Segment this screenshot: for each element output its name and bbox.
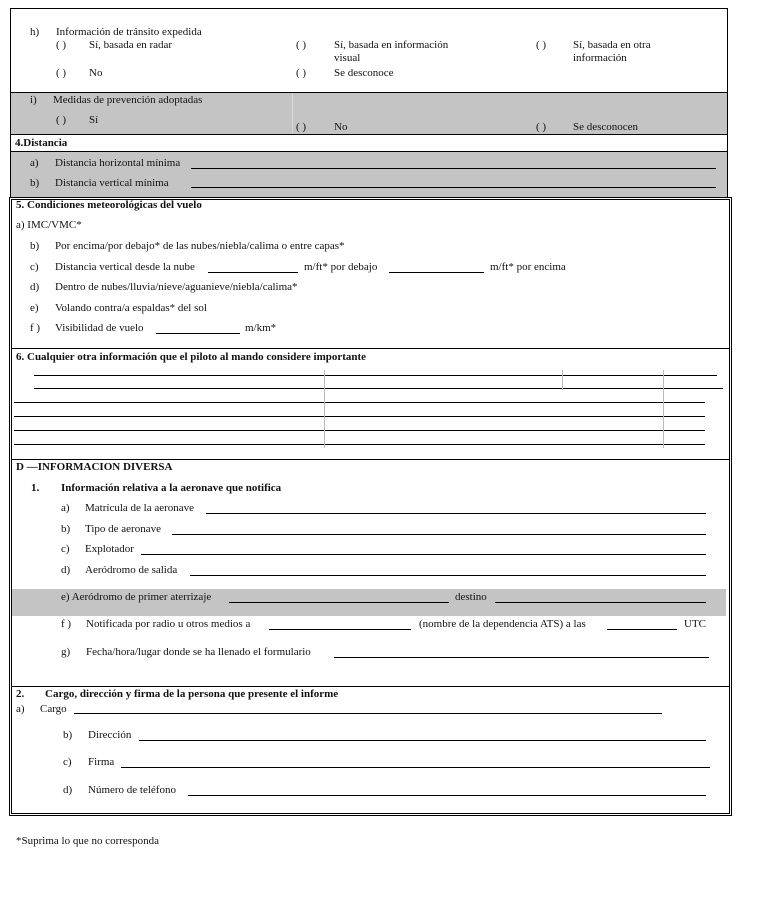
option-other-info-line2: información xyxy=(573,52,627,64)
item-d1g-label: g) xyxy=(61,646,71,658)
item-d1f-text: Notificada por radio u otros medios a xyxy=(86,618,251,630)
item-4a-label: a) xyxy=(30,157,39,169)
item-5c-label: c) xyxy=(30,261,39,273)
item-d1e-text: e) Aeródromo de primer aterrizaje xyxy=(61,591,212,603)
divider xyxy=(12,459,729,460)
divider xyxy=(12,348,729,349)
option-other-info-line1: Sí, basada en otra xyxy=(573,39,651,51)
item-5e-text: Volando contra/a espaldas* del sol xyxy=(55,302,207,314)
item-5b-text: Por encima/por debajo* de las nubes/niebla/calima o entre capas* xyxy=(55,240,345,252)
operator-field[interactable] xyxy=(141,554,706,555)
notes-line[interactable] xyxy=(34,388,723,389)
item-5e-label: e) xyxy=(30,302,39,314)
notes-line[interactable] xyxy=(14,402,705,403)
notes-line[interactable] xyxy=(14,416,705,417)
item-5f-unit: m/km* xyxy=(245,322,277,334)
option-i-yes: Sí xyxy=(89,114,99,126)
option-i-no: No xyxy=(334,121,348,133)
item-d1e-destination: destino xyxy=(455,591,487,603)
departure-aerodrome-field[interactable] xyxy=(190,575,706,576)
item-5d-label: d) xyxy=(30,281,40,293)
cloud-distance-above-field[interactable] xyxy=(389,272,484,273)
option-i-unknown: Se desconocen xyxy=(573,121,639,133)
notes-column-divider xyxy=(663,370,664,448)
section-d-title: D —INFORMACION DIVERSA xyxy=(16,461,173,473)
option-unknown: Se desconoce xyxy=(334,67,394,79)
item-5f-label: f ) xyxy=(30,322,41,334)
column-divider xyxy=(292,93,293,134)
item-5c-unit2: m/ft* por encima xyxy=(490,261,566,273)
destination-field[interactable] xyxy=(495,602,706,603)
subsection-1-number: 1. xyxy=(31,482,40,494)
first-landing-field[interactable] xyxy=(229,602,449,603)
checkbox-visual[interactable]: ( ) xyxy=(296,39,307,51)
item-4b-text: Distancia vertical mínima xyxy=(55,177,169,189)
option-visual-line2: visual xyxy=(334,52,361,64)
address-field[interactable] xyxy=(139,740,706,741)
divider xyxy=(12,686,729,687)
item-4a-text: Distancia horizontal mínima xyxy=(55,157,181,169)
item-5f-text: Visibilidad de vuelo xyxy=(55,322,144,334)
vertical-distance-field[interactable] xyxy=(191,187,716,188)
option-visual-line1: Sí, basada en información xyxy=(334,39,449,51)
ats-unit-field[interactable] xyxy=(269,629,411,630)
notes-line[interactable] xyxy=(14,430,705,431)
signature-field[interactable] xyxy=(121,767,710,768)
item-d1g-text: Fecha/hora/lugar donde se ha llenado el formulario xyxy=(86,646,311,658)
item-5c-text: Distancia vertical desde la nube xyxy=(55,261,195,273)
checkbox-i-no[interactable]: ( ) xyxy=(296,121,307,133)
subsection-2-title: Cargo, dirección y firma de la persona que presente el informe xyxy=(45,688,339,700)
footnote: *Suprima lo que no corresponda xyxy=(16,835,159,847)
item-5d-text: Dentro de nubes/lluvia/nieve/aguanieve/niebla/calima* xyxy=(55,281,298,293)
item-d2a-text: Cargo xyxy=(40,703,67,715)
visibility-field[interactable] xyxy=(156,333,240,334)
phone-field[interactable] xyxy=(188,795,706,796)
item-d2b-label: b) xyxy=(63,729,73,741)
item-d2a-label: a) xyxy=(16,703,25,715)
subsection-1-title: Información relativa a la aeronave que notifica xyxy=(61,482,282,494)
section-4-title: 4.Distancia xyxy=(15,137,68,149)
item-d1f-utc: UTC xyxy=(684,618,706,630)
item-5b-label: b) xyxy=(30,240,40,252)
cloud-distance-below-field[interactable] xyxy=(208,272,298,273)
item-d2c-label: c) xyxy=(63,756,72,768)
horizontal-distance-field[interactable] xyxy=(191,168,716,169)
notes-line[interactable] xyxy=(34,375,717,376)
notes-column-divider xyxy=(324,370,325,448)
item-h-label: h) xyxy=(30,26,40,38)
item-4b-label: b) xyxy=(30,177,40,189)
checkbox-i-unknown[interactable]: ( ) xyxy=(536,121,547,133)
item-d1a-label: a) xyxy=(61,502,70,514)
item-d1c-label: c) xyxy=(61,543,70,555)
date-place-field[interactable] xyxy=(334,657,709,658)
item-d2d-label: d) xyxy=(63,784,73,796)
item-d2c-text: Firma xyxy=(88,756,115,768)
section-5-title: 5. Condiciones meteorológicas del vuelo xyxy=(16,199,202,211)
item-5a-text: a) IMC/VMC* xyxy=(16,219,82,231)
notes-line[interactable] xyxy=(14,444,705,445)
utc-time-field[interactable] xyxy=(607,629,677,630)
checkbox-no[interactable]: ( ) xyxy=(56,67,67,79)
item-d1b-text: Tipo de aeronave xyxy=(85,523,161,535)
registration-field[interactable] xyxy=(206,513,706,514)
item-d1c-text: Explotador xyxy=(85,543,134,555)
item-i-label: i) xyxy=(30,94,37,106)
item-i-title: Medidas de prevención adoptadas xyxy=(53,94,203,106)
checkbox-other-info[interactable]: ( ) xyxy=(536,39,547,51)
item-d2d-text: Número de teléfono xyxy=(88,784,176,796)
item-d2b-text: Dirección xyxy=(88,729,132,741)
item-d1f-label: f ) xyxy=(61,618,72,630)
item-d1d-text: Aeródromo de salida xyxy=(85,564,178,576)
option-radar: Sí, basada en radar xyxy=(89,39,173,51)
divider xyxy=(10,151,728,152)
item-d1f-middle: (nombre de la dependencia ATS) a las xyxy=(419,618,586,630)
checkbox-unknown[interactable]: ( ) xyxy=(296,67,307,79)
item-d1a-text: Matrícula de la aeronave xyxy=(85,502,195,514)
section-6-title: 6. Cualquier otra información que el piloto al mando considere importante xyxy=(16,351,367,363)
item-h-title: Información de tránsito expedida xyxy=(56,26,202,38)
subsection-2-number: 2. xyxy=(16,688,25,700)
notes-column-divider xyxy=(562,370,563,390)
item-d1d-label: d) xyxy=(61,564,71,576)
checkbox-i-yes[interactable]: ( ) xyxy=(56,114,67,126)
position-field[interactable] xyxy=(74,713,662,714)
divider xyxy=(10,134,728,135)
item-5c-unit1: m/ft* por debajo xyxy=(304,261,378,273)
option-no: No xyxy=(89,67,103,79)
aircraft-type-field[interactable] xyxy=(172,534,706,535)
checkbox-radar[interactable]: ( ) xyxy=(56,39,67,51)
item-d1b-label: b) xyxy=(61,523,71,535)
